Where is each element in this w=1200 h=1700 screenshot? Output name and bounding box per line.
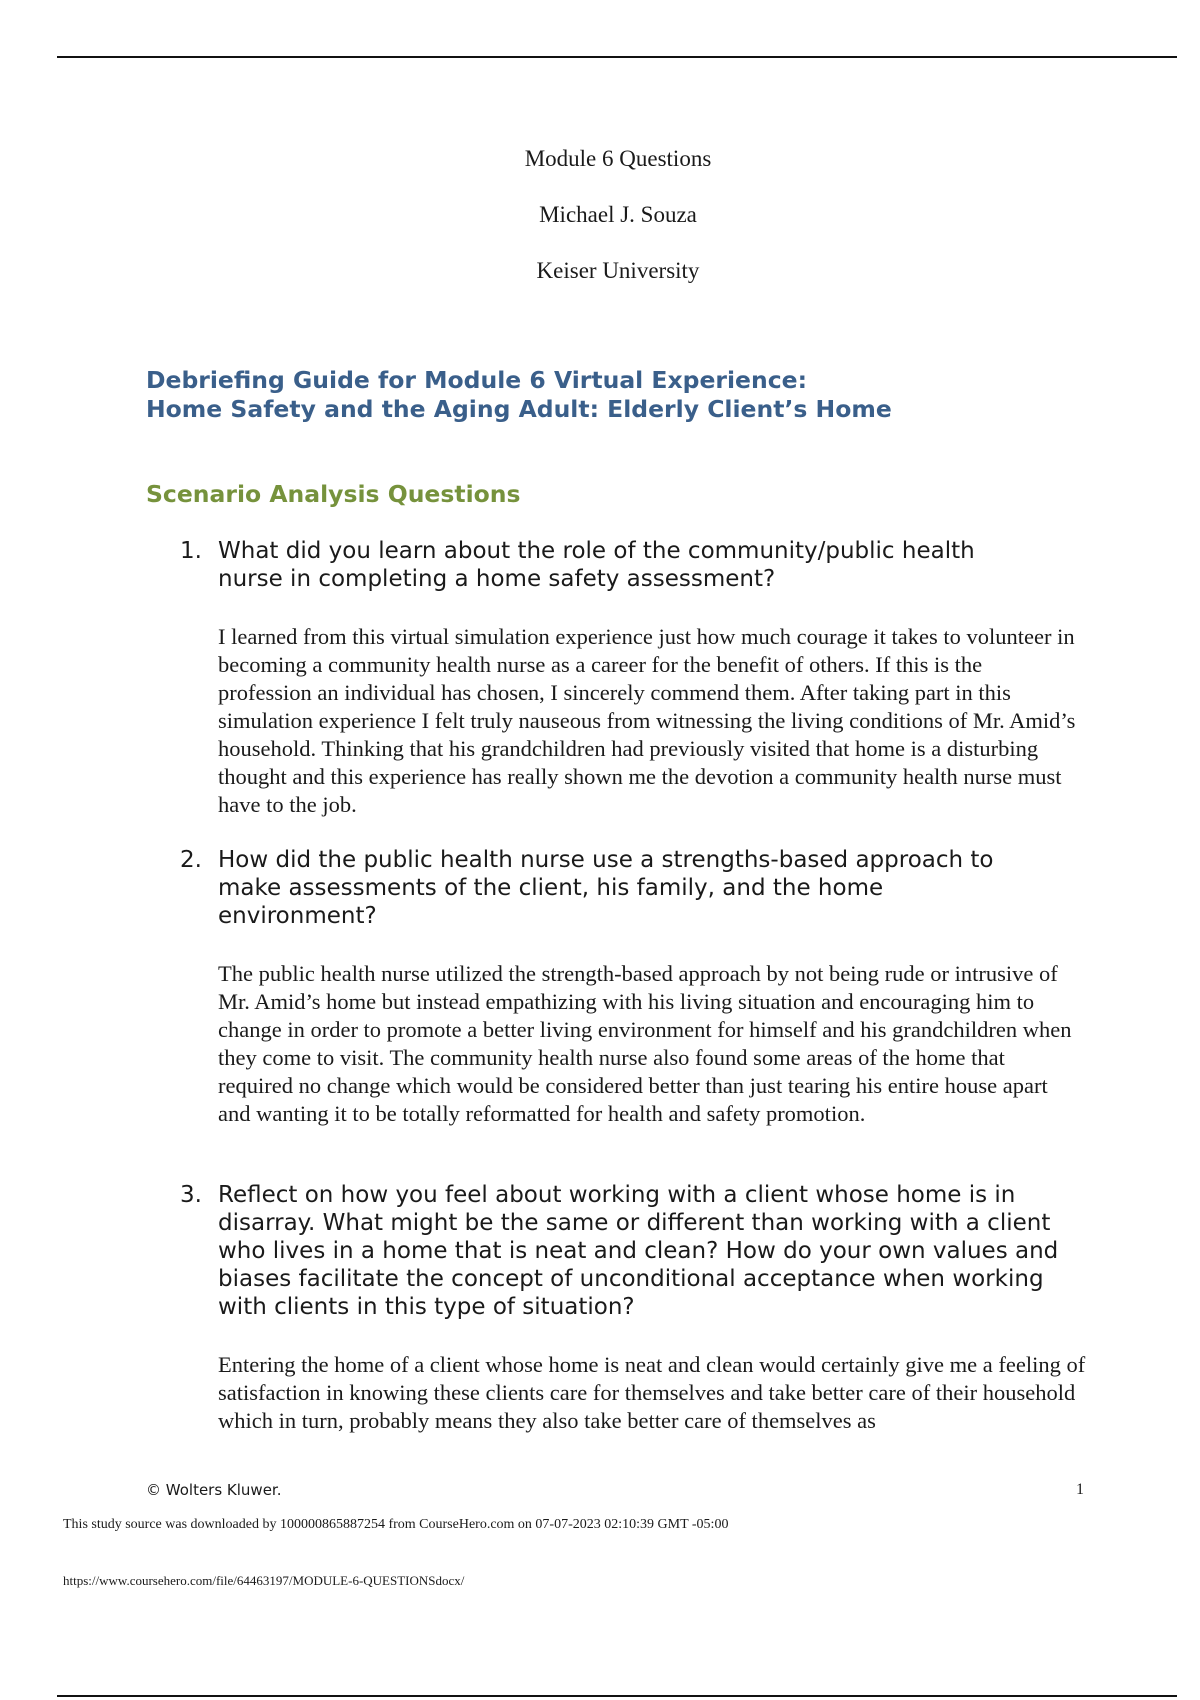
question-text: What did you learn about the role of the community/public health nurse in completing a home safety assessment? (218, 538, 975, 592)
question-text: Reflect on how you feel about working with a client whose home is in disarray. What might be the same or different than working with a client who lives in a home that is neat and clean? How do your own values and biases facilitate the concept of unconditional acceptance when working with clients in this type of situation? (218, 1182, 1059, 1320)
question-number: 2. (180, 847, 202, 873)
download-note: This study source was downloaded by 100000865887254 from CourseHero.com on 07-07-2023 02:10:39 GMT -05:00 (63, 1517, 729, 1532)
question-number: 1. (180, 538, 202, 564)
question-item (180, 537, 1076, 819)
bottom-rule (57, 1695, 1177, 1697)
page-number: 1 (1076, 1481, 1084, 1498)
footer-copyright: © Wolters Kluwer. (146, 1481, 282, 1499)
question-number: 3. (180, 1182, 202, 1208)
guide-heading (146, 366, 1046, 424)
guide-heading-line1: Debriefing Guide for Module 6 Virtual Experience: (146, 366, 807, 394)
answer-text: Entering the home of a client whose home is neat and clean would certainly give me a feeling of satisfaction in knowing these clients care for themselves and take better care of their household which in turn, probably means they also take better care of themselves as (218, 1352, 1086, 1433)
author-name: Michael J. Souza (539, 202, 697, 227)
question-item (180, 1181, 1086, 1435)
title-block (0, 142, 1200, 310)
section-heading: Scenario Analysis Questions (146, 480, 521, 508)
top-rule (57, 56, 1177, 58)
document-title: Module 6 Questions (524, 146, 712, 171)
source-url: https://www.coursehero.com/file/64463197/MODULE-6-QUESTIONSdocx/ (63, 1573, 465, 1588)
question-item (180, 846, 1072, 1128)
guide-heading-line2: Home Safety and the Aging Adult: Elderly Client’s Home (146, 395, 892, 423)
answer-text: The public health nurse utilized the strength-based approach by not being rude or intrusive of Mr. Amid’s home but instead empathizing with his living situation and encouraging him to change in order to promote a better living environment for himself and his grandchildren when they come to visit. The community health nurse also found some areas of the home that required no change which would be considered better than just tearing his entire house apart and wanting it to be totally reformatted for health and safety promotion. (218, 961, 1072, 1126)
question-text: How did the public health nurse use a strengths-based approach to make assessments of the client, his family, and the home environment? (218, 847, 994, 929)
answer-text: I learned from this virtual simulation experience just how much courage it takes to volunteer in becoming a community health nurse as a career for the benefit of others. If this is the profession an individual has chosen, I sincerely commend them. After taking part in this simulation experience I felt truly nauseous from witnessing the living conditions of Mr. Amid’s household. Thinking that his grandchildren had previously visited that home is a disturbing thought and this experience has really shown me the devotion a community health nurse must have to the job. (218, 624, 1076, 817)
institution-name: Keiser University (536, 258, 700, 283)
